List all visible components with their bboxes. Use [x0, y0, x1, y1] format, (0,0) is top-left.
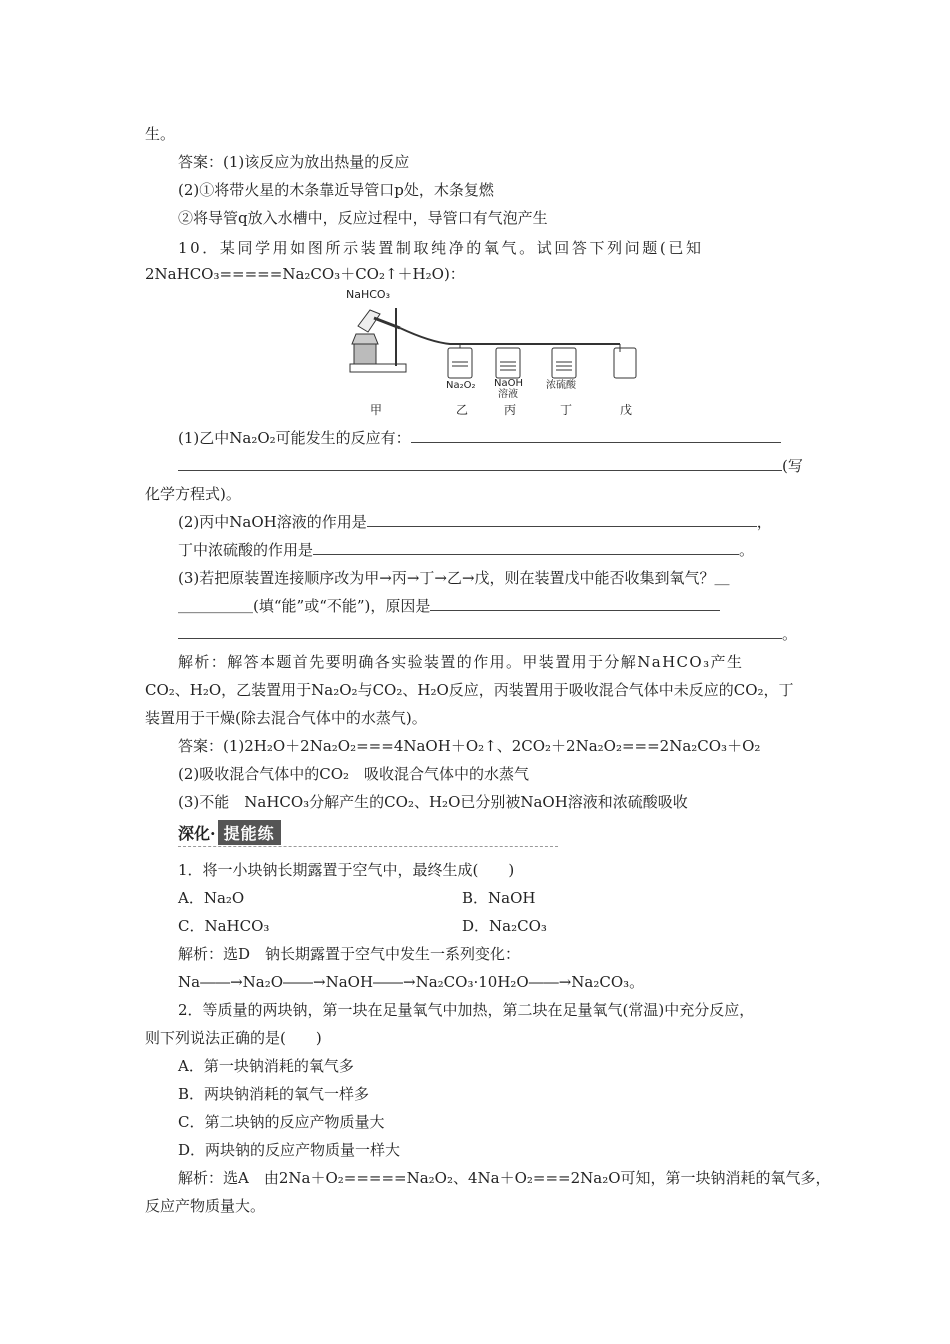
bottle-wu	[614, 344, 636, 378]
option-c[interactable]: C．第二块钠的反应产物质量大	[178, 1113, 385, 1131]
question-10-part3: (3)若把原装置连接顺序改为甲→丙→丁→乙→戊，则在装置戊中能否收集到氧气？＿	[178, 569, 730, 587]
answer-line: (3)不能 NaHCO₃分解产生的CO₂、H₂O已分别被NaOH溶液和浓硫酸吸收	[178, 793, 688, 811]
question-10-part2-cont: 丁中浓硫酸的作用是 。	[178, 541, 755, 559]
option-b[interactable]: B．NaOH	[462, 889, 536, 907]
section-divider	[178, 846, 558, 847]
question-10-equation: 2NaHCO₃=====Na₂CO₃＋CO₂↑＋H₂O)：	[145, 265, 465, 283]
section-header-part1: 深化·	[178, 824, 216, 843]
bottle-label-acid: 浓硫酸	[546, 380, 576, 391]
question-10-part1-cont: (写	[178, 456, 803, 476]
bottle-ding	[552, 348, 576, 378]
apparatus-figure	[340, 286, 660, 420]
answer-blank[interactable]	[430, 596, 720, 611]
bottle-yi	[448, 344, 472, 378]
bottle-label-naoh: NaOH	[494, 378, 523, 389]
question-10-part3-cont2: 。	[178, 624, 797, 644]
bottle-bing	[496, 348, 520, 378]
answer-line: 答案：(1)2H₂O＋2Na₂O₂===4NaOH＋O₂↑、2CO₂＋2Na₂O₂===2Na₂CO₃＋O₂	[178, 737, 761, 755]
answer-blank[interactable]	[313, 540, 739, 555]
question-10-part1: (1)乙中Na₂O₂可能发生的反应有：	[178, 428, 781, 448]
analysis-line: CO₂、H₂O，乙装置用于Na₂O₂与CO₂、H₂O反应，丙装置用于吸收混合气体中未反应的CO₂，丁	[145, 681, 794, 699]
label-yi: 乙	[456, 403, 469, 417]
option-b[interactable]: B．两块钠消耗的氧气一样多	[178, 1085, 370, 1103]
analysis-line: 装置用于干燥(除去混合气体中的水蒸气)。	[145, 709, 427, 727]
label-ding: 丁	[560, 403, 573, 417]
answer-line: ②将导管q放入水槽中，反应过程中，导管口有气泡产生	[178, 209, 548, 227]
section-header	[178, 820, 281, 845]
figure-top-label: NaHCO₃	[346, 288, 390, 301]
answer-line: (2)吸收混合气体中的CO₂ 吸收混合气体中的水蒸气	[178, 765, 530, 783]
question-10-stem: 10．某同学用如图所示装置制取纯净的氧气。试回答下列问题(已知	[178, 239, 704, 257]
analysis-line: 解析：选A 由2Na＋O₂=====Na₂O₂、4Na＋O₂===2Na₂O可知，第一块钠消耗的氧气多，	[178, 1169, 831, 1187]
question-10-part2: (2)丙中NaOH溶液的作用是 ，	[178, 513, 772, 531]
answer-blank[interactable]	[178, 624, 782, 639]
text-line: 化学方程式)。	[145, 485, 241, 503]
label-bing: 丙	[504, 403, 517, 417]
question-2-stem: 2．等质量的两块钠，第一块在足量氧气中加热，第二块在足量氧气(常温)中充分反应，	[178, 1001, 755, 1019]
answer-line: (2)①将带火星的木条靠近导管口p处，木条复燃	[178, 181, 494, 199]
option-d[interactable]: D．Na₂CO₃	[462, 917, 547, 935]
answer-blank[interactable]	[367, 512, 757, 527]
answer-blank[interactable]	[178, 456, 782, 471]
analysis-line: 解析：解答本题首先要明确各实验装置的作用。甲装置用于分解NaHCO₃产生	[178, 653, 744, 671]
question-10-part3-cont: ＿＿＿＿＿(填“能”或“不能”)，原因是	[178, 596, 720, 616]
option-d[interactable]: D．两块钠的反应产物质量一样大	[178, 1141, 401, 1159]
text-line: 生。	[145, 125, 176, 143]
label-jia: 甲	[370, 403, 383, 417]
question-2-stem-cont: 则下列说法正确的是( )	[145, 1029, 322, 1047]
reaction-chain: Na――→Na₂O――→NaOH――→Na₂CO₃·10H₂O――→Na₂CO₃。	[178, 973, 645, 991]
option-a[interactable]: A．第一块钠消耗的氧气多	[178, 1057, 354, 1075]
analysis-line: 反应产物质量大。	[145, 1197, 266, 1215]
option-c[interactable]: C．NaHCO₃	[178, 917, 270, 935]
bottle-label-na2o2: Na₂O₂	[446, 380, 476, 391]
label-wu: 戊	[620, 403, 633, 417]
analysis-line: 解析：选D 钠长期露置于空气中发生一系列变化：	[178, 945, 521, 963]
answer-blank[interactable]	[411, 428, 781, 443]
question-1-stem: 1．将一小块钠长期露置于空气中，最终生成( )	[178, 861, 515, 879]
option-a[interactable]: A．Na₂O	[178, 889, 245, 907]
answer-line: 答案：(1)该反应为放出热量的反应	[178, 153, 410, 171]
section-header-part2: 提能练	[218, 820, 281, 845]
bottle-label-solution: 溶液	[498, 389, 518, 400]
